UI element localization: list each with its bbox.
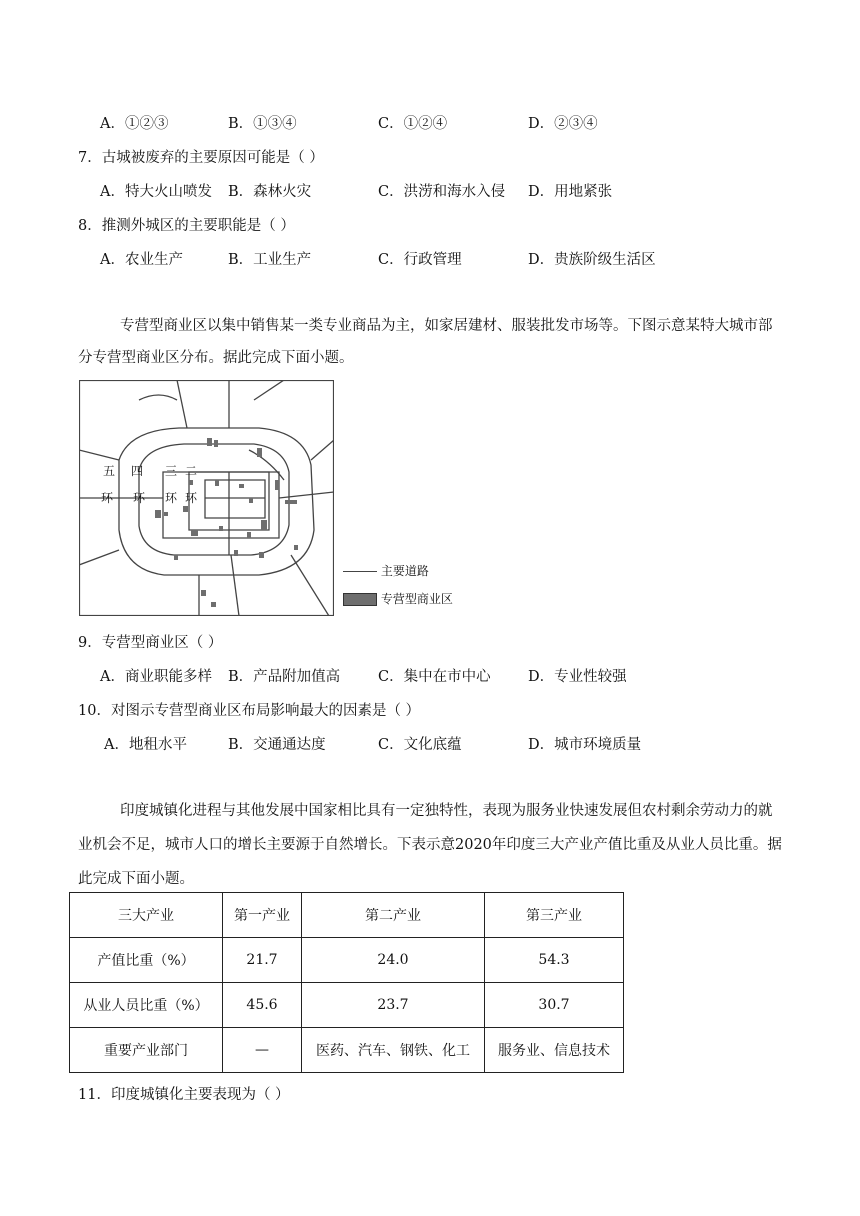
q7-option-d: D．用地紧张: [528, 184, 613, 200]
table-header-cell: 第一产业: [223, 893, 302, 938]
q10-option-b: B．交通通达度: [228, 737, 326, 753]
legend-zone-swatch: [343, 593, 377, 606]
table-cell: 从业人员比重（%）: [70, 983, 223, 1028]
ring-suffix-3: 环: [165, 491, 178, 505]
zone-11: [239, 484, 244, 488]
zone-3: [257, 448, 262, 457]
zone-7: [164, 512, 168, 516]
q9-stem: 9．专营型商业区（ ）: [78, 635, 223, 651]
legend-road: [343, 562, 429, 579]
q8-option-a: A．农业生产: [100, 252, 183, 268]
ring-label-3: 三: [165, 464, 178, 478]
q9-option-b: B．产品附加值高: [228, 669, 341, 685]
zone-19: [174, 555, 178, 560]
q6-option-b: B．①③④: [228, 116, 297, 132]
zone-12: [249, 498, 253, 503]
zone-2: [214, 440, 218, 447]
q7-option-b: B．森林火灾: [228, 184, 312, 200]
q9-option-d: D．专业性较强: [528, 669, 627, 685]
zone-13: [261, 520, 267, 530]
table-cell: 重要产业部门: [70, 1028, 223, 1073]
table-cell: 产值比重（%）: [70, 938, 223, 983]
zone-15: [259, 552, 264, 558]
zone-6: [155, 510, 161, 518]
table-header-cell: 第三产业: [485, 893, 624, 938]
ring-label-4: 四: [131, 464, 144, 478]
table-row: [70, 983, 624, 1028]
industry-table: [69, 892, 624, 1073]
q10-stem: 10．对图示专营型商业区布局影响最大的因素是（ ）: [78, 703, 421, 719]
zone-22: [234, 550, 238, 556]
q7-stem: 7．古城被废弃的主要原因可能是（ ）: [78, 150, 324, 166]
zone-5: [285, 500, 297, 504]
legend-road-label: 主要道路: [380, 564, 429, 578]
table-row: [70, 938, 624, 983]
q8-stem: 8．推测外城区的主要职能是（ ）: [78, 218, 295, 234]
table-header-cell: 三大产业: [70, 893, 223, 938]
ring-label-5: 五: [103, 464, 116, 478]
q9-option-c: C．集中在市中心: [378, 669, 491, 685]
zone-20: [294, 545, 298, 550]
q9-option-a: A．商业职能多样: [100, 669, 212, 685]
passage-commercial-zones: [78, 310, 783, 374]
passage-commercial-zones-text: 专营型商业区以集中销售某一类专业商品为主，如家居建材、服装批发市场等。下图示意某特大城市部分专营型商业区分布。据此完成下面小题。: [78, 318, 773, 366]
table-cell: 医药、汽车、钢铁、化工: [302, 1028, 485, 1073]
ring-label-2: 二: [185, 464, 198, 478]
q10-option-a: A．地租水平: [104, 737, 187, 753]
zone-18: [211, 602, 216, 607]
zone-8: [183, 506, 188, 512]
q7-option-c: C．洪涝和海水入侵: [378, 184, 506, 200]
passage-india: [78, 794, 783, 896]
table-header-row: [70, 893, 624, 938]
table-cell: 服务业、信息技术: [485, 1028, 624, 1073]
zone-21: [189, 480, 193, 485]
q8-option-c: C．行政管理: [378, 252, 462, 268]
ring-suffix-5: 环: [101, 491, 114, 505]
zone-14: [247, 532, 251, 538]
zone-4: [275, 480, 279, 490]
legend-zone: [343, 590, 453, 607]
q6-option-a: A．①②③: [100, 116, 169, 132]
ring-suffix-2: 环: [185, 491, 198, 505]
q10-option-d: D．城市环境质量: [528, 737, 642, 753]
zone-9: [191, 530, 198, 536]
table-cell: 45.6: [223, 983, 302, 1028]
legend-road-swatch: [343, 571, 377, 572]
q8-option-b: B．工业生产: [228, 252, 312, 268]
city-map: [79, 380, 334, 616]
table-cell: —: [223, 1028, 302, 1073]
table-cell: 23.7: [302, 983, 485, 1028]
passage-india-text: 印度城镇化进程与其他发展中国家相比具有一定独特性，表现为服务业快速发展但农村剩余劳动力的就业机会不足，城市人口的增长主要源于自然增长。下表示意2020年印度三大产业产值比重及从业人员比重。据此完成下面小题。: [78, 803, 782, 887]
table-row: [70, 1028, 624, 1073]
table-cell: 30.7: [485, 983, 624, 1028]
q6-option-c: C．①②④: [378, 116, 448, 132]
q10-option-c: C．文化底蕴: [378, 737, 462, 753]
q7-option-a: A．特大火山喷发: [100, 184, 212, 200]
zone-17: [201, 590, 206, 596]
zone-10: [215, 480, 219, 486]
zone-1: [207, 438, 212, 446]
zone-16: [219, 526, 223, 531]
q6-option-d: D．②③④: [528, 116, 598, 132]
table-cell: 24.0: [302, 938, 485, 983]
table-header-cell: 第二产业: [302, 893, 485, 938]
q11-stem: 11．印度城镇化主要表现为（ ）: [78, 1087, 290, 1103]
table-cell: 54.3: [485, 938, 624, 983]
legend-zone-label: 专营型商业区: [380, 592, 453, 606]
ring-suffix-4: 环: [133, 491, 146, 505]
table-cell: 21.7: [223, 938, 302, 983]
q8-option-d: D．贵族阶级生活区: [528, 252, 656, 268]
